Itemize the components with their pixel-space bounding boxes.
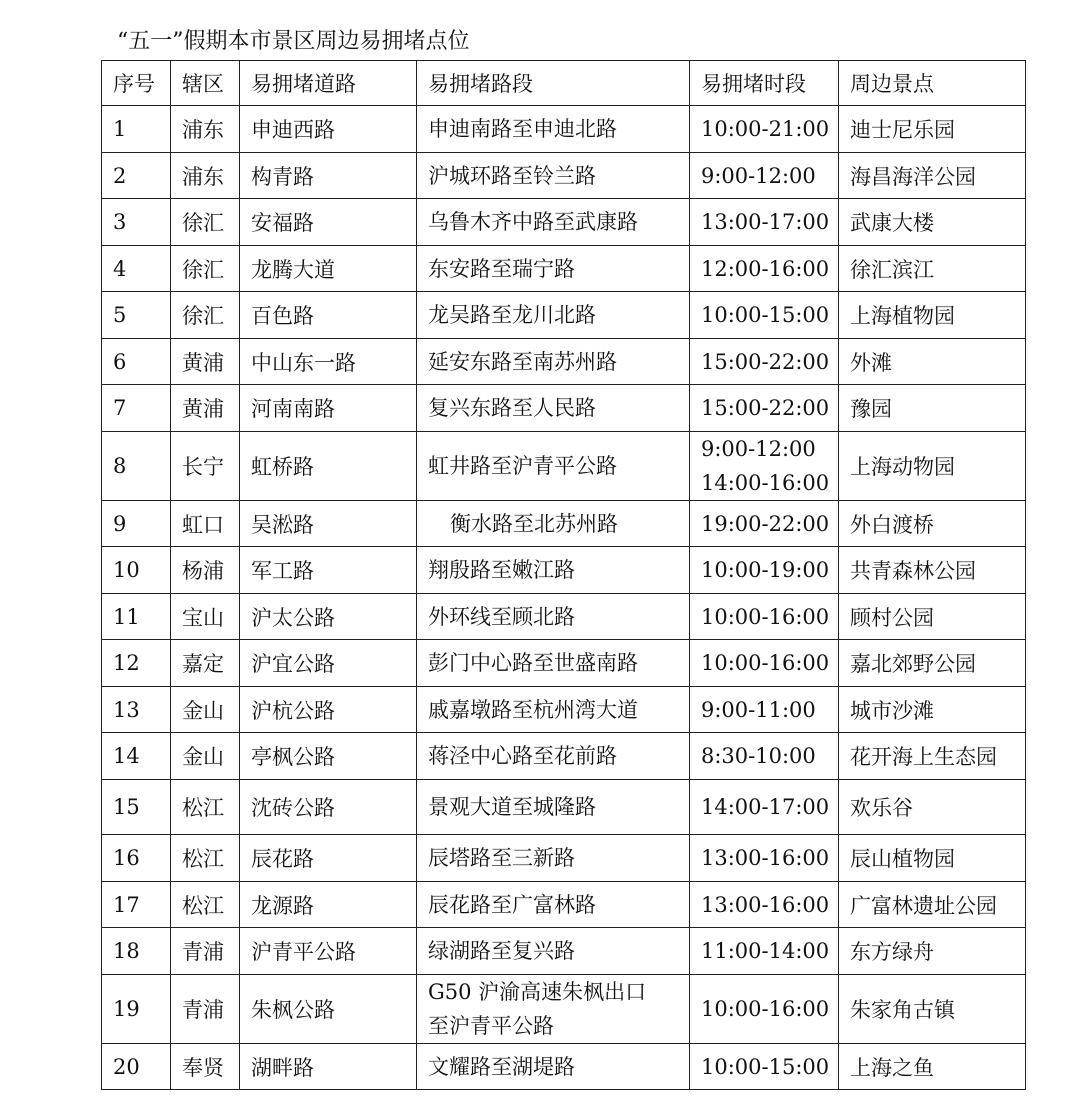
- cell-spot: 顾村公园: [839, 594, 1026, 640]
- cell-road: 沪太公路: [240, 594, 417, 640]
- time-line: 15:00-22:00: [701, 349, 830, 374]
- cell-spot: 武康大楼: [839, 199, 1026, 246]
- cell-time: [690, 547, 839, 594]
- cell-spot: 外白渡桥: [839, 501, 1026, 547]
- cell-time: [690, 780, 839, 835]
- time-line: 13:00-16:00: [701, 846, 830, 870]
- cell-district: 浦东: [171, 106, 240, 153]
- cell-segment: [417, 339, 690, 385]
- cell-road: 亭枫公路: [240, 733, 417, 780]
- segment-line: 至沪青平公路: [428, 1014, 554, 1038]
- segment-line: G50 沪渝高速朱枫出口: [428, 980, 647, 1004]
- cell-road: 吴淞路: [240, 501, 417, 547]
- cell-no: 3: [102, 199, 171, 246]
- cell-spot: 辰山植物园: [839, 835, 1026, 882]
- segment-line: 复兴东路至人民路: [428, 396, 596, 420]
- cell-district: 嘉定: [171, 640, 240, 687]
- time-line: 10:00-21:00: [701, 117, 830, 141]
- cell-time: [690, 1044, 839, 1090]
- cell-road: 朱枫公路: [240, 975, 417, 1044]
- segment-line: 衡水路至北苏州路: [450, 511, 618, 536]
- cell-no: 11: [102, 594, 171, 640]
- time-line: 10:00-15:00: [701, 303, 830, 327]
- cell-road: 河南南路: [240, 385, 417, 432]
- time-line: 8:30-10:00: [701, 744, 816, 768]
- cell-no: 20: [102, 1044, 171, 1090]
- time-line: 11:00-14:00: [701, 939, 830, 963]
- cell-segment: [417, 432, 690, 501]
- cell-time: [690, 975, 839, 1044]
- cell-time: [690, 339, 839, 385]
- time-line: 12:00-16:00: [701, 256, 830, 281]
- cell-spot: 共青森林公园: [839, 547, 1026, 594]
- cell-road: 龙腾大道: [240, 246, 417, 292]
- time-line: 9:00-12:00: [701, 163, 816, 188]
- cell-spot: 上海之鱼: [839, 1044, 1026, 1090]
- segment-line: 戚嘉墩路至杭州湾大道: [428, 697, 638, 722]
- cell-district: 松江: [171, 835, 240, 882]
- cell-time: [690, 640, 839, 687]
- cell-segment: [417, 1044, 690, 1090]
- cell-time: [690, 246, 839, 292]
- segment-line: 景观大道至城隆路: [428, 795, 596, 819]
- time-line: 9:00-11:00: [701, 697, 816, 722]
- time-line: 10:00-19:00: [701, 558, 830, 582]
- header-spot: 周边景点: [839, 61, 1026, 106]
- cell-no: 5: [102, 292, 171, 339]
- cell-spot: 上海动物园: [839, 432, 1026, 501]
- cell-district: 奉贤: [171, 1044, 240, 1090]
- cell-segment: [417, 246, 690, 292]
- cell-road: 申迪西路: [240, 106, 417, 153]
- table-row: [102, 928, 1026, 975]
- table-row: [102, 1044, 1026, 1090]
- cell-spot: 城市沙滩: [839, 687, 1026, 733]
- table-row: [102, 780, 1026, 835]
- cell-road: 辰花路: [240, 835, 417, 882]
- segment-line: 辰花路至广富林路: [428, 892, 596, 917]
- table-row: [102, 432, 1026, 501]
- cell-segment: [417, 928, 690, 975]
- cell-spot: 嘉北郊野公园: [839, 640, 1026, 687]
- table-row: [102, 975, 1026, 1044]
- cell-time: [690, 292, 839, 339]
- cell-spot: 上海植物园: [839, 292, 1026, 339]
- cell-spot: 外滩: [839, 339, 1026, 385]
- cell-no: 13: [102, 687, 171, 733]
- header-time: 易拥堵时段: [690, 61, 839, 106]
- cell-district: 黄浦: [171, 385, 240, 432]
- cell-no: 6: [102, 339, 171, 385]
- cell-segment: [417, 733, 690, 780]
- time-line: 13:00-16:00: [701, 892, 830, 917]
- segment-line: 延安东路至南苏州路: [428, 349, 617, 374]
- cell-district: 青浦: [171, 928, 240, 975]
- cell-district: 金山: [171, 733, 240, 780]
- cell-segment: [417, 292, 690, 339]
- cell-no: 8: [102, 432, 171, 501]
- table-header-row: [102, 61, 1026, 106]
- segment-line: 外环线至顾北路: [428, 604, 575, 629]
- cell-time: [690, 882, 839, 928]
- cell-no: 4: [102, 246, 171, 292]
- time-line: 15:00-22:00: [701, 396, 830, 420]
- table-row: [102, 640, 1026, 687]
- time-line: 19:00-22:00: [701, 511, 830, 536]
- cell-no: 17: [102, 882, 171, 928]
- cell-segment: [417, 501, 690, 547]
- cell-segment: [417, 106, 690, 153]
- table-row: [102, 199, 1026, 246]
- cell-no: 2: [102, 153, 171, 199]
- cell-district: 杨浦: [171, 547, 240, 594]
- table-row: [102, 339, 1026, 385]
- cell-no: 1: [102, 106, 171, 153]
- cell-time: [690, 594, 839, 640]
- cell-district: 宝山: [171, 594, 240, 640]
- cell-segment: [417, 975, 690, 1044]
- cell-segment: [417, 640, 690, 687]
- segment-line: 彭门中心路至世盛南路: [428, 651, 638, 675]
- cell-time: [690, 153, 839, 199]
- cell-road: 龙源路: [240, 882, 417, 928]
- cell-segment: [417, 199, 690, 246]
- cell-segment: [417, 547, 690, 594]
- cell-district: 虹口: [171, 501, 240, 547]
- header-district: 辖区: [171, 61, 240, 106]
- time-line: 14:00-17:00: [701, 795, 830, 819]
- cell-district: 徐汇: [171, 246, 240, 292]
- cell-road: 沪青平公路: [240, 928, 417, 975]
- segment-line: 东安路至瑞宁路: [428, 256, 575, 281]
- cell-district: 金山: [171, 687, 240, 733]
- segment-line: 文耀路至湖堤路: [428, 1054, 575, 1079]
- cell-district: 徐汇: [171, 292, 240, 339]
- cell-time: [690, 199, 839, 246]
- cell-spot: 徐汇滨江: [839, 246, 1026, 292]
- cell-no: 7: [102, 385, 171, 432]
- cell-time: [690, 432, 839, 501]
- cell-segment: [417, 687, 690, 733]
- cell-no: 9: [102, 501, 171, 547]
- cell-road: 军工路: [240, 547, 417, 594]
- table-row: [102, 687, 1026, 733]
- cell-no: 19: [102, 975, 171, 1044]
- cell-spot: 迪士尼乐园: [839, 106, 1026, 153]
- segment-line: 申迪南路至申迪北路: [428, 117, 617, 141]
- table-row: [102, 246, 1026, 292]
- cell-segment: [417, 835, 690, 882]
- time-line: 9:00-12:00: [701, 437, 816, 461]
- table-row: [102, 153, 1026, 199]
- segment-line: 绿湖路至复兴路: [428, 939, 575, 963]
- segment-line: 龙吴路至龙川北路: [428, 303, 596, 327]
- congestion-table: [101, 60, 1026, 1090]
- cell-spot: 东方绿舟: [839, 928, 1026, 975]
- cell-district: 松江: [171, 780, 240, 835]
- cell-district: 长宁: [171, 432, 240, 501]
- cell-district: 黄浦: [171, 339, 240, 385]
- segment-line: 蒋泾中心路至花前路: [428, 744, 617, 768]
- table-row: [102, 733, 1026, 780]
- cell-road: 安福路: [240, 199, 417, 246]
- cell-segment: [417, 153, 690, 199]
- segment-line: 辰塔路至三新路: [428, 846, 575, 870]
- cell-spot: 花开海上生态园: [839, 733, 1026, 780]
- cell-road: 湖畔路: [240, 1044, 417, 1090]
- cell-district: 浦东: [171, 153, 240, 199]
- cell-segment: [417, 594, 690, 640]
- cell-road: 沈砖公路: [240, 780, 417, 835]
- cell-time: [690, 835, 839, 882]
- cell-district: 松江: [171, 882, 240, 928]
- segment-line: 沪城环路至铃兰路: [428, 163, 596, 188]
- cell-road: 百色路: [240, 292, 417, 339]
- cell-time: [690, 687, 839, 733]
- time-line: 13:00-17:00: [701, 210, 830, 234]
- cell-no: 15: [102, 780, 171, 835]
- cell-no: 10: [102, 547, 171, 594]
- time-line: 10:00-16:00: [701, 651, 830, 675]
- cell-time: [690, 385, 839, 432]
- cell-spot: 朱家角古镇: [839, 975, 1026, 1044]
- cell-time: [690, 106, 839, 153]
- time-line: 10:00-16:00: [701, 997, 830, 1021]
- table-row: [102, 882, 1026, 928]
- cell-road: 虹桥路: [240, 432, 417, 501]
- time-line: 14:00-16:00: [701, 471, 830, 495]
- time-line: 10:00-16:00: [701, 604, 830, 629]
- table-row: [102, 292, 1026, 339]
- cell-road: 沪杭公路: [240, 687, 417, 733]
- header-road: 易拥堵道路: [240, 61, 417, 106]
- cell-spot: 豫园: [839, 385, 1026, 432]
- cell-time: [690, 928, 839, 975]
- table-row: [102, 547, 1026, 594]
- cell-spot: 广富林遗址公园: [839, 882, 1026, 928]
- segment-line: 翔殷路至嫩江路: [428, 558, 575, 582]
- cell-segment: [417, 780, 690, 835]
- table-row: [102, 106, 1026, 153]
- cell-no: 16: [102, 835, 171, 882]
- table-row: [102, 594, 1026, 640]
- cell-spot: 欢乐谷: [839, 780, 1026, 835]
- time-line: 10:00-15:00: [701, 1054, 830, 1079]
- cell-no: 18: [102, 928, 171, 975]
- cell-district: 青浦: [171, 975, 240, 1044]
- cell-road: 中山东一路: [240, 339, 417, 385]
- table-row: [102, 385, 1026, 432]
- header-segment: 易拥堵路段: [417, 61, 690, 106]
- table-row: [102, 835, 1026, 882]
- cell-district: 徐汇: [171, 199, 240, 246]
- cell-segment: [417, 882, 690, 928]
- cell-no: 14: [102, 733, 171, 780]
- cell-segment: [417, 385, 690, 432]
- cell-no: 12: [102, 640, 171, 687]
- cell-road: 构青路: [240, 153, 417, 199]
- header-no: 序号: [102, 61, 171, 106]
- cell-time: [690, 501, 839, 547]
- cell-road: 沪宜公路: [240, 640, 417, 687]
- cell-time: [690, 733, 839, 780]
- document-title: “五一”假期本市景区周边易拥堵点位: [117, 29, 470, 54]
- segment-line: 乌鲁木齐中路至武康路: [428, 210, 638, 234]
- cell-spot: 海昌海洋公园: [839, 153, 1026, 199]
- table-row: [102, 501, 1026, 547]
- segment-line: 虹井路至沪青平公路: [428, 454, 617, 478]
